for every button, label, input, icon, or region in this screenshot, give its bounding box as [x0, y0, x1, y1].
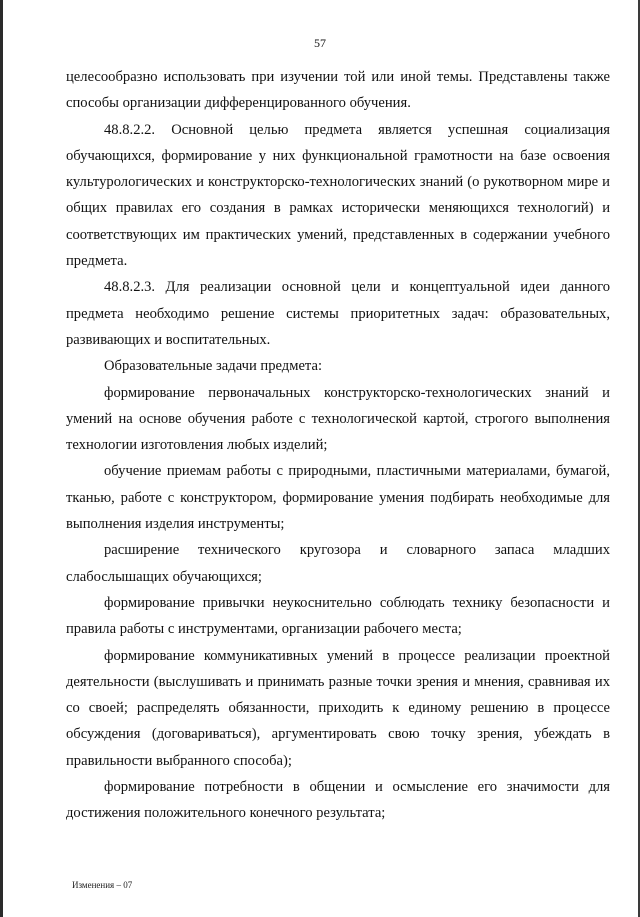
educational-tasks-heading: Образовательные задачи предмета: — [104, 358, 323, 375]
paragraph-continuation: целесообразно использовать при изучении той или иной темы. Представлены также способы организации дифференцированного обучения. — [66, 69, 610, 112]
task-item: расширение технического кругозора и словарного запаса младших слабослышащих обучающихся; — [66, 542, 610, 585]
page-number: 57 — [314, 36, 326, 50]
task-item: формирование первоначальных конструкторско-технологических знаний и умений на основе обучения работе с технологической картой, строгого выполнения технологии изготовления любых изделий; — [66, 384, 610, 454]
paragraph-48-8-2-2: 48.8.2.2. Основной целью предмета является успешная социализация обучающихся, формирование у них функциональной грамотности на базе освоения культурологических и конструкторско-технологических знаний (о рукотворном мире и общих правилах его создания в рамках исторически меняющихся технологий) и соответствующих им практических умений, представленных в содержании учебного предмета. — [66, 121, 610, 270]
paragraph-48-8-2-3: 48.8.2.3. Для реализации основной цели и концептуальной идеи данного предмета необходимо решение системы приоритетных задач: образовательных, развивающих и воспитательных. — [66, 279, 610, 348]
task-item: формирование привычки неукоснительно соблюдать технику безопасности и правила работы с инструментами, организации рабочего места; — [66, 594, 610, 638]
document-body — [66, 64, 610, 827]
revision-footer: Изменения – 07 — [72, 880, 133, 890]
task-item: обучение приемам работы с природными, пластичными материалами, бумагой, тканью, работе с конструктором, формирование умения подбирать необходимые для выполнения изделия инструменты; — [66, 463, 610, 533]
task-item: формирование коммуникативных умений в процессе реализации проектной деятельности (выслушивать и принимать разные точки зрения и мнения, сравнивая их со своей; распределять обязанности, приходить к единому решению в процессе обсуждения (договариваться), аргументировать свою точку зрения, убеждать в правильности выбранного способа); — [66, 647, 610, 769]
scan-edge-left — [0, 0, 3, 917]
task-item: формирование потребности в общении и осмысление его значимости для достижения положительного конечного результата; — [66, 779, 610, 822]
